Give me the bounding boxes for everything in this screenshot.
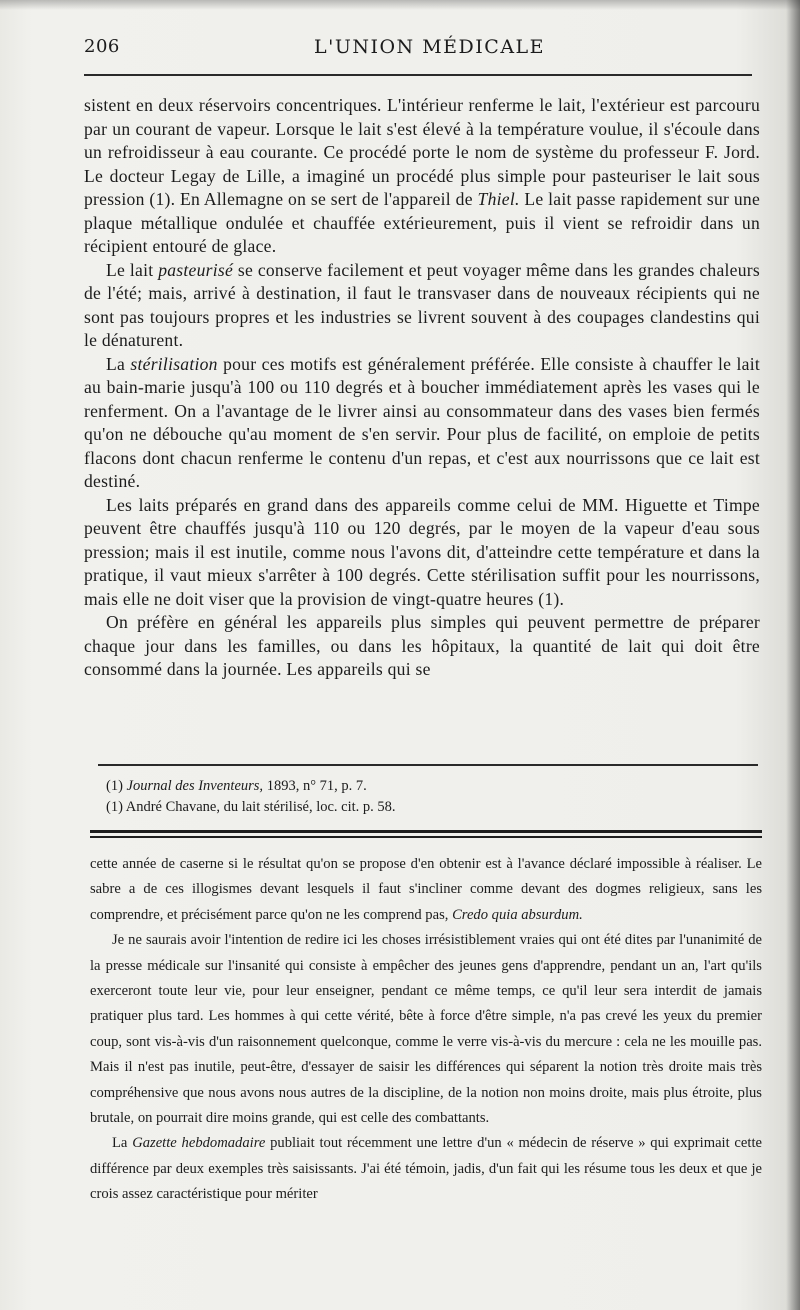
feuilleton-paragraph-3-end: publiait tout récemment une lettre d'un « médecin de réserve » qui exprimait cette différence par deux exemples très saisissants. J'ai été témoin, jadis, d'un fait qui les résume tous les deux et que je crois assez caractéristique pour mériter — [90, 1135, 762, 1203]
footnote-1-rest: 1893, n° 71, p. 7. — [266, 778, 367, 794]
feuilleton-paragraph-3-emphasis: Gazette hebdomadaire — [132, 1135, 266, 1152]
feuilleton-paragraph-1-text: cette année de caserne si le résultat qu'on se propose d'en obtenir est à l'avance déclaré impossible à réaliser. Le sabre a de ces illogismes devant lesquels il faut s'incliner comme devant des dogmes religieux, sans les comprendre, et précisément parce qu'on ne les comprend pas, — [90, 856, 762, 923]
page-top-shadow — [0, 0, 800, 10]
paragraph-3 — [84, 353, 760, 494]
paragraph-2 — [84, 259, 760, 353]
paragraph-4: Les laits préparés en grand dans des appareils comme celui de MM. Higuette et Timpe peuvent être chauffés jusqu'à 110 ou 120 degrés, par le moyen de la vapeur d'eau sous pression; mais il est inutile, comme nous l'avons dit, d'atteindre cette température et dans la pratique, il vaut mieux s'arrêter à 100 degrés. Cette stérilisation suffit pour les nourrissons, mais elle ne doit viser que la provision de vingt-quatre heures (1). — [84, 494, 760, 609]
feuilleton-paragraph-3 — [90, 1131, 762, 1207]
feuilleton-paragraph-1-emphasis: Credo quia absurdum. — [452, 906, 583, 923]
feuilleton-section — [90, 852, 762, 1208]
paragraph-3-start: La — [106, 353, 126, 374]
paragraph-1-end: Le lait passe rapidement sur une plaque métallique ondulée et chauffée extérieurement, puis il vient se refroidir dans un récipient entouré de glace. — [84, 189, 760, 256]
paragraph-1 — [84, 94, 760, 259]
running-header — [84, 36, 764, 64]
feuilleton-paragraph-2: Je ne saurais avoir l'intention de redire ici les choses irrésistiblement vraies qui ont été dites par l'unanimité de la presse médicale sur l'insanité qui consiste à empêcher des jeunes gens d'apprendre, pendant un an, l'art qu'ils exerceront toute leur vie, pour leur enseigner, pendant ce même temps, ce qu'il leur sera interdit de jamais pratiquer plus tard. Les hommes à qui cette vérité, bête à force d'être simple, n'a pas crevé les yeux du premier coup, sont vis-à-vis d'un raisonnement quelconque, comme le verre vis-à-vis du mercure : cela ne les mouille pas. Mais il n'est pas inutile, peut-être, d'essayer de saisir les différences qui séparent la notion très droite mais très compréhensive que nous avons nous autres de la discipline, de la notion non moins droite, mais plus étroite, plus brutale, on pourrait dire moins grande, qui est celle des combattants. — [90, 932, 762, 1127]
paragraph-1-emphasis: Thiel. — [477, 189, 520, 209]
page-number: 206 — [84, 36, 120, 57]
paragraph-2-end: se conserve facilement et peut voyager même dans les grandes chaleurs de l'été; mais, arrivé à destination, il faut le transvaser dans de nouveaux récipients qui ne sont pas toujours propres et les industries se livrent souvent à des coupages clandestins qui le dénaturent. — [84, 259, 760, 350]
paragraph-5: On préfère en général les appareils plus simples qui peuvent permettre de préparer chaque jour dans les familles, ou dans les hôpitaux, la quantité de lait qui doit être consommé dans la journée. Les appareils qui se — [84, 612, 760, 679]
paragraph-3-emphasis: stérilisation — [130, 353, 218, 374]
feuilleton-paragraph-1 — [90, 852, 762, 928]
feuilleton-rule-top — [90, 830, 762, 833]
footnote-1 — [106, 776, 756, 797]
paragraph-1-text: sistent en deux réservoirs concentriques. L'intérieur renferme le lait, l'extérieur est parcouru par un courant de vapeur. Lorsque le lait s'est élevé à la température voulue, il s'écoule dans un refroidisseur à eau courante. Ce procédé porte le nom de système du professeur F. Jord. Le docteur Legay de Lille, a imaginé un procédé plus simple pour pasteuriser le lait sous pression (1). En Allemagne on se sert de l'appareil de — [84, 95, 760, 209]
paragraph-2-emphasis: pasteurisé — [158, 259, 234, 280]
feuilleton-rule-bottom — [90, 836, 762, 838]
feuilleton-paragraph-3-start: La — [112, 1135, 128, 1152]
footnote-1-mark: (1) — [106, 778, 123, 794]
running-title: L'UNION MÉDICALE — [314, 36, 546, 58]
footnote-rule — [98, 764, 758, 766]
main-article — [84, 94, 760, 682]
paragraph-2-start: Le lait — [106, 259, 154, 280]
header-rule — [84, 74, 752, 76]
footnotes — [106, 776, 756, 818]
page-edge-shadow — [786, 0, 800, 1310]
footnote-1-source: Journal des Inventeurs, — [126, 778, 264, 794]
paragraph-3-end: pour ces motifs est généralement préférée. Elle consiste à chauffer le lait au bain-marie jusqu'à 100 ou 110 degrés et à boucher immédiatement après les vases qui le renferment. On a l'avantage de le livrer ainsi au consommateur dans des vases bien fermés qu'on ne débouche qu'au moment de s'en servir. Pour plus de facilité, on emploie de petits flacons dont chacun renferme le contenu d'un repas, et c'est aux nourrissons que ce lait est destiné. — [84, 353, 761, 491]
footnote-2: (1) André Chavane, du lait stérilisé, loc. cit. p. 58. — [106, 799, 396, 815]
